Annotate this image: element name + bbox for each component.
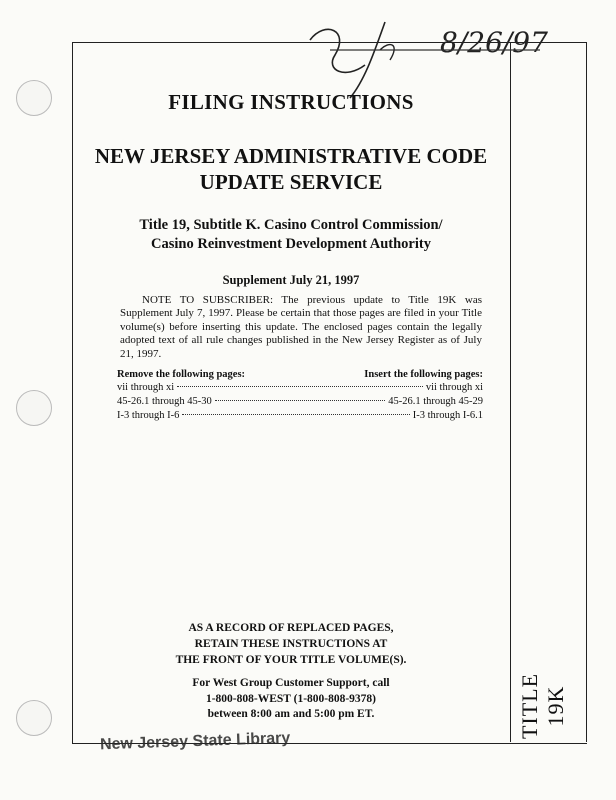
list-header <box>117 369 483 380</box>
page-replacement-list <box>117 369 483 423</box>
binder-hole <box>16 390 52 426</box>
leader-dots <box>177 386 423 387</box>
binder-hole <box>16 700 52 736</box>
code-title-line: NEW JERSEY ADMINISTRATIVE CODE <box>94 144 488 168</box>
list-item <box>117 409 483 423</box>
customer-support <box>72 676 510 723</box>
list-item <box>117 395 483 409</box>
list-item <box>117 381 483 395</box>
handwritten-signature-icon <box>290 10 560 100</box>
binder-hole <box>16 80 52 116</box>
remove-header: Remove the following pages: <box>117 369 246 380</box>
leader-dots <box>182 414 409 415</box>
subtitle-line: Casino Reinvestment Development Authority <box>151 236 431 252</box>
code-title <box>72 143 510 195</box>
subscriber-note: NOTE TO SUBSCRIBER: The previous update to Title 19K was Supplement July 7, 1997. Please be certain that those pages are filed in your Title volume(s) before inserting this update. The enclosed pages contain the legally adopted text of all rule changes published in the New Jersey Register as of July 21, 1997. <box>120 294 482 360</box>
leader-dots <box>215 400 385 401</box>
insert-pages: 45-26.1 through 45-29 <box>388 396 483 407</box>
record-line: THE FRONT OF YOUR TITLE VOLUME(S). <box>175 654 407 666</box>
spine-rule-left <box>510 42 511 742</box>
support-phone: 1-800-808-WEST (1-800-808-9378) <box>205 692 377 705</box>
spine-label: TITLE 19K <box>517 672 568 740</box>
remove-pages: vii through xi <box>117 382 175 393</box>
spine-rule-right <box>586 42 587 742</box>
record-line: RETAIN THESE INSTRUCTIONS AT <box>194 638 388 650</box>
remove-pages: I-3 through I-6 <box>117 410 180 421</box>
remove-pages: 45-26.1 through 45-30 <box>117 396 212 407</box>
insert-header: Insert the following pages: <box>364 369 483 380</box>
supplement-date: Supplement July 21, 1997 <box>222 273 360 287</box>
handwritten-date: 8/26/97 <box>440 26 548 59</box>
subtitle-line: Title 19, Subtitle K. Casino Control Commission/ <box>139 217 443 233</box>
page-title: FILING INSTRUCTIONS <box>168 90 414 114</box>
library-stamp: New Jersey State Library <box>99 729 291 754</box>
insert-pages: I-3 through I-6.1 <box>412 410 483 421</box>
support-line: For West Group Customer Support, call <box>192 677 390 689</box>
record-instructions <box>72 620 510 668</box>
support-hours: between 8:00 am and 5:00 pm ET. <box>207 708 375 720</box>
subtitle <box>72 216 510 254</box>
record-line: AS A RECORD OF REPLACED PAGES, <box>188 622 394 634</box>
insert-pages: vii through xi <box>425 382 483 393</box>
code-title-line: UPDATE SERVICE <box>199 170 383 194</box>
